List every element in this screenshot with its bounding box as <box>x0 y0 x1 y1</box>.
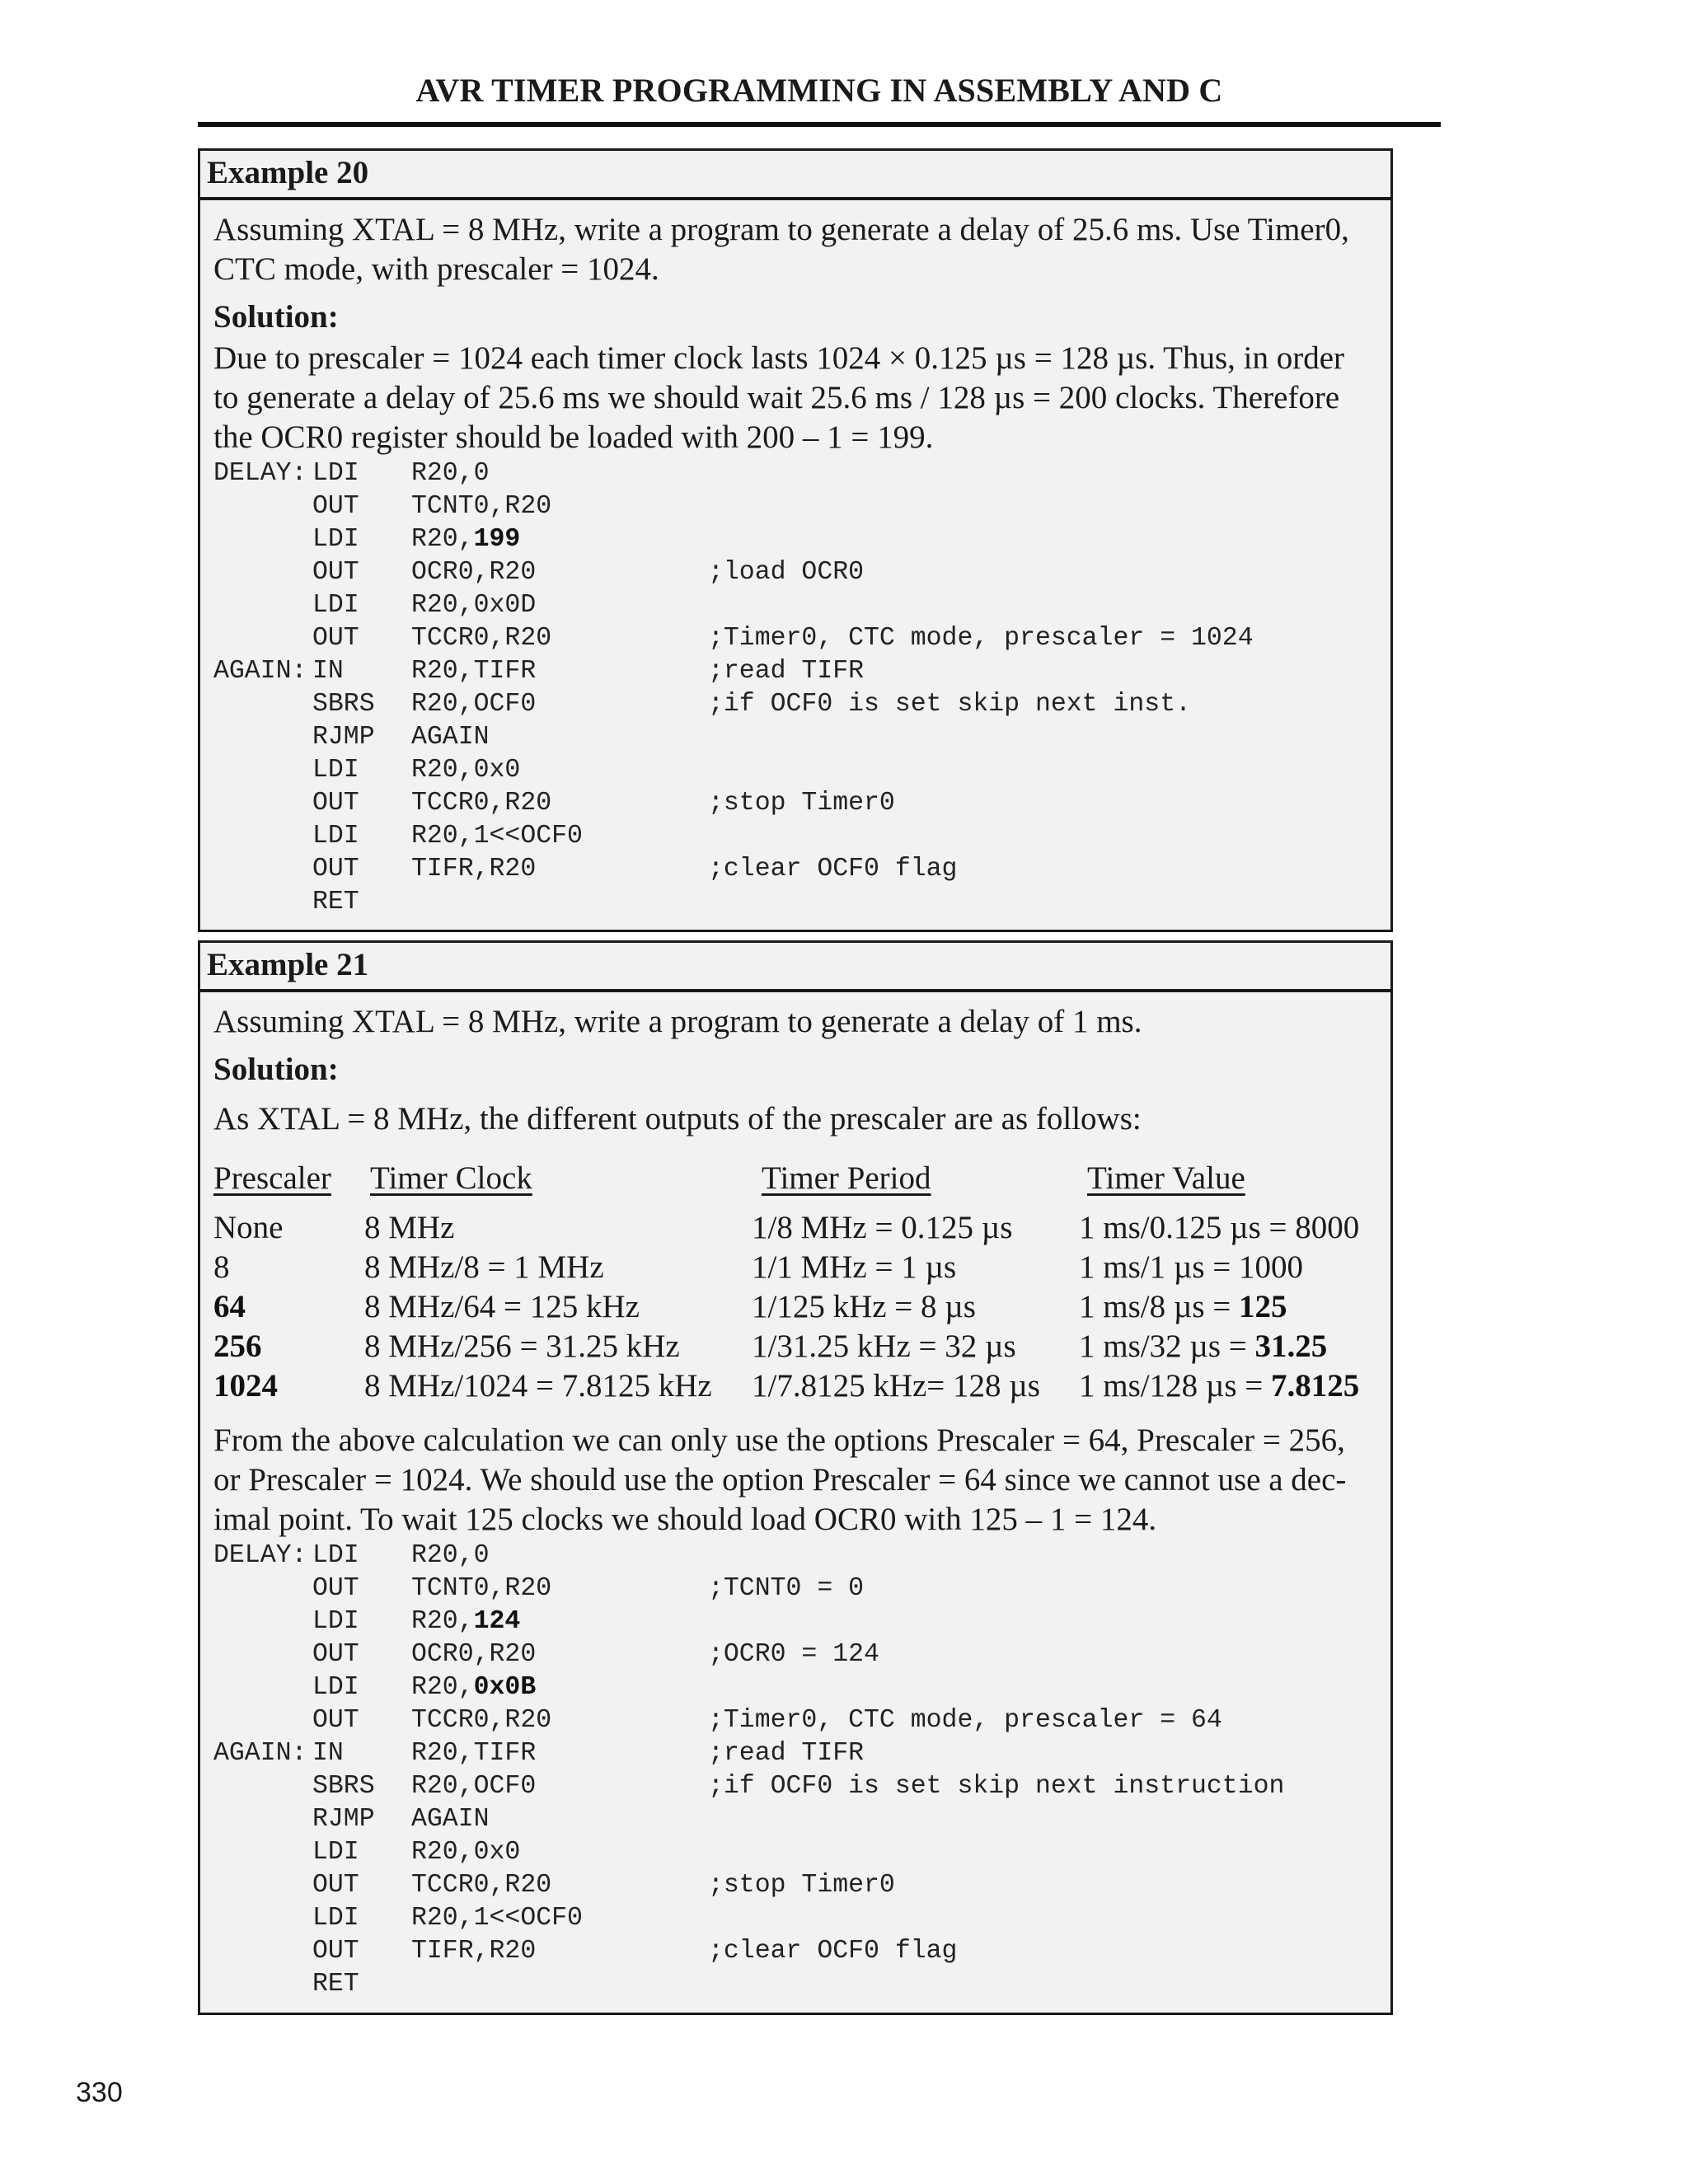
timer-value-result: 125 <box>1239 1289 1287 1324</box>
code-line <box>213 1836 1377 1869</box>
code-line <box>213 556 1377 589</box>
header-timer-period: Timer Period <box>762 1160 931 1196</box>
code-operand-text: R20, <box>411 1673 474 1702</box>
cell-timer-period: 1/8 MHz = 0.125 µs <box>752 1210 1013 1245</box>
cell-timer-period: 1/31.25 kHz = 32 µs <box>752 1329 1016 1364</box>
code-line <box>213 589 1377 622</box>
header-timer-value: Timer Value <box>1087 1160 1245 1196</box>
code-comment: ;read TIFR <box>708 657 865 686</box>
cell-prescaler: 64 <box>213 1289 246 1324</box>
code-operand: TCCR0,R20 <box>411 1871 552 1900</box>
code-operand: R20,0x0 <box>411 1838 521 1867</box>
code-line <box>213 1737 1377 1770</box>
code-line <box>213 622 1377 655</box>
code-operand: TIFR,R20 <box>411 855 537 883</box>
code-opcode: RET <box>312 1970 359 1999</box>
timer-value-expr: 1 ms/8 µs = <box>1079 1289 1239 1324</box>
timer-value-expr: 1 ms/1 µs = <box>1079 1249 1239 1285</box>
code-operand: TIFR,R20 <box>411 1937 537 1966</box>
code-opcode: OUT <box>312 624 359 653</box>
code-line <box>213 688 1377 721</box>
code-operand: TCCR0,R20 <box>411 624 552 653</box>
prescaler-table-body <box>213 1208 1377 1406</box>
timer-value-result: 1000 <box>1239 1249 1303 1285</box>
example-20-solution-label: Solution: <box>213 299 339 335</box>
code-line <box>213 721 1377 754</box>
code-line <box>213 1902 1377 1935</box>
cell-timer-value <box>1079 1208 1359 1248</box>
code-label: DELAY: <box>213 459 307 488</box>
code-operand: R20,0x0 <box>411 756 521 785</box>
timer-value-expr: 1 ms/0.125 µs = <box>1079 1210 1296 1245</box>
cell-prescaler: 256 <box>213 1329 262 1364</box>
cell-timer-value <box>1079 1366 1359 1406</box>
code-line <box>213 787 1377 820</box>
header-timer-clock: Timer Clock <box>370 1160 532 1196</box>
code-line <box>213 886 1377 919</box>
cell-timer-clock: 8 MHz/64 = 125 kHz <box>364 1289 640 1324</box>
code-label: AGAIN: <box>213 657 307 686</box>
code-operand: R20,OCF0 <box>411 1772 537 1801</box>
code-operand <box>411 523 520 556</box>
code-line <box>213 1605 1377 1638</box>
code-opcode: RJMP <box>312 723 375 752</box>
code-opcode: LDI <box>312 822 359 851</box>
example-20-question: Assuming XTAL = 8 MHz, write a program to generate a delay of 25.6 ms. Use Timer0, CTC mode, with prescaler = 1024. <box>213 212 1349 287</box>
code-operand: TCNT0,R20 <box>411 492 552 521</box>
code-opcode: OUT <box>312 855 359 883</box>
code-line <box>213 490 1377 523</box>
code-operand-text: R20, <box>411 1607 474 1636</box>
table-row <box>213 1248 1377 1287</box>
code-comment: ;if OCF0 is set skip next instruction <box>708 1772 1285 1801</box>
cell-timer-value <box>1079 1248 1303 1287</box>
code-opcode: OUT <box>312 1706 359 1735</box>
code-operand: R20,TIFR <box>411 657 537 686</box>
code-comment: ;stop Timer0 <box>708 789 895 818</box>
code-comment: ;TCNT0 = 0 <box>708 1574 865 1603</box>
code-opcode: LDI <box>312 1673 359 1702</box>
cell-timer-clock: 8 MHz/256 = 31.25 kHz <box>364 1329 680 1364</box>
code-line <box>213 1572 1377 1605</box>
example-20-explanation: Due to prescaler = 1024 each timer clock lasts 1024 × 0.125 µs = 128 µs. Thus, in order to generate a delay of 25.6 ms we should wait 25.6 ms / 128 µs = 200 clocks. Therefore the OCR0 register should be loaded with 200 – 1 = 199. <box>213 340 1345 455</box>
timer-value-expr: 1 ms/128 µs = <box>1079 1368 1271 1404</box>
code-line <box>213 1803 1377 1836</box>
code-opcode: LDI <box>312 756 359 785</box>
code-operand: TCCR0,R20 <box>411 789 552 818</box>
code-operand: R20,0 <box>411 459 490 488</box>
code-line <box>213 1935 1377 1968</box>
table-row <box>213 1208 1377 1248</box>
code-operand: AGAIN <box>411 1805 490 1834</box>
example-21-title: Example 21 <box>200 943 1390 992</box>
header-prescaler: Prescaler <box>213 1160 331 1196</box>
cell-timer-period: 1/1 MHz = 1 µs <box>752 1249 957 1285</box>
code-opcode: OUT <box>312 558 359 587</box>
example-21-question: Assuming XTAL = 8 MHz, write a program to generate a delay of 1 ms. <box>213 1004 1142 1039</box>
code-label: DELAY: <box>213 1541 307 1570</box>
code-opcode: RJMP <box>312 1805 375 1834</box>
code-operand-value: 199 <box>473 525 521 554</box>
code-line <box>213 1671 1377 1704</box>
example-21-code <box>213 1540 1377 2001</box>
timer-value-result: 7.8125 <box>1271 1368 1360 1404</box>
code-line <box>213 1869 1377 1902</box>
code-line <box>213 1638 1377 1671</box>
code-operand: OCR0,R20 <box>411 558 537 587</box>
example-20-code <box>213 457 1377 919</box>
code-line <box>213 754 1377 787</box>
code-line <box>213 1540 1377 1572</box>
code-line <box>213 655 1377 688</box>
code-opcode: OUT <box>312 789 359 818</box>
code-line <box>213 1968 1377 2001</box>
code-operand-value: 124 <box>473 1607 521 1636</box>
code-opcode: IN <box>312 1739 344 1768</box>
code-opcode: SBRS <box>312 1772 375 1801</box>
code-opcode: OUT <box>312 1640 359 1669</box>
code-operand <box>411 1605 520 1638</box>
code-operand: OCR0,R20 <box>411 1640 537 1669</box>
code-operand: TCCR0,R20 <box>411 1706 552 1735</box>
timer-value-expr: 1 ms/32 µs = <box>1079 1329 1255 1364</box>
example-20-title: Example 20 <box>200 151 1390 200</box>
code-opcode: LDI <box>312 1904 359 1933</box>
code-opcode: RET <box>312 888 359 916</box>
timer-value-result: 31.25 <box>1254 1329 1328 1364</box>
cell-timer-value <box>1079 1287 1287 1327</box>
running-head: AVR TIMER PROGRAMMING IN ASSEMBLY AND C <box>415 72 1223 109</box>
code-comment: ;OCR0 = 124 <box>708 1640 879 1669</box>
code-operand: R20,1<<OCF0 <box>411 1904 583 1933</box>
cell-timer-clock: 8 MHz/8 = 1 MHz <box>364 1249 604 1285</box>
code-operand: R20,0x0D <box>411 591 537 620</box>
table-row <box>213 1366 1377 1406</box>
cell-prescaler: 1024 <box>213 1368 278 1404</box>
page-number: 330 <box>76 2077 123 2108</box>
code-operand: R20,OCF0 <box>411 690 537 719</box>
cell-timer-clock: 8 MHz/1024 = 7.8125 kHz <box>364 1368 712 1404</box>
header-rule <box>198 122 1441 127</box>
code-opcode: LDI <box>312 1607 359 1636</box>
cell-timer-value <box>1079 1327 1327 1366</box>
code-opcode: SBRS <box>312 690 375 719</box>
code-opcode: IN <box>312 657 344 686</box>
code-opcode: LDI <box>312 1838 359 1867</box>
code-line <box>213 1770 1377 1803</box>
code-operand <box>411 1671 536 1704</box>
code-comment: ;if OCF0 is set skip next inst. <box>708 690 1191 719</box>
code-line <box>213 523 1377 556</box>
code-opcode: OUT <box>312 1937 359 1966</box>
code-comment: ;clear OCF0 flag <box>708 1937 958 1966</box>
table-row <box>213 1327 1377 1366</box>
example-21-conclusion: From the above calculation we can only use the options Prescaler = 64, Prescaler = 256, or Prescaler = 1024. We should use the option Prescaler = 64 since we cannot use a dec-imal point. To wait 125 clocks we should load OCR0 with 125 – 1 = 124. <box>213 1422 1347 1537</box>
code-opcode: OUT <box>312 1871 359 1900</box>
code-operand: R20,1<<OCF0 <box>411 822 583 851</box>
code-opcode: OUT <box>312 1574 359 1603</box>
example-20-box <box>198 148 1393 932</box>
code-line <box>213 457 1377 490</box>
code-opcode: LDI <box>312 1541 359 1570</box>
code-opcode: LDI <box>312 525 359 554</box>
code-label: AGAIN: <box>213 1739 307 1768</box>
example-21-body <box>200 992 1390 2001</box>
cell-prescaler: None <box>213 1210 284 1245</box>
code-comment: ;stop Timer0 <box>708 1871 895 1900</box>
cell-prescaler: 8 <box>213 1249 230 1285</box>
code-operand: TCNT0,R20 <box>411 1574 552 1603</box>
example-21-box <box>198 940 1393 2015</box>
code-line <box>213 853 1377 886</box>
code-comment: ;load OCR0 <box>708 558 865 587</box>
cell-timer-period: 1/7.8125 kHz= 128 µs <box>752 1368 1040 1404</box>
code-operand-text: R20, <box>411 525 474 554</box>
code-comment: ;Timer0, CTC mode, prescaler = 64 <box>708 1706 1222 1735</box>
code-opcode: OUT <box>312 492 359 521</box>
example-21-intro: As XTAL = 8 MHz, the different outputs of the prescaler are as follows: <box>213 1101 1142 1137</box>
code-line <box>213 820 1377 853</box>
code-comment: ;clear OCF0 flag <box>708 855 958 883</box>
code-comment: ;Timer0, CTC mode, prescaler = 1024 <box>708 624 1254 653</box>
timer-value-result: 8000 <box>1295 1210 1360 1245</box>
example-21-solution-label: Solution: <box>213 1052 339 1087</box>
code-opcode: LDI <box>312 591 359 620</box>
cell-timer-clock: 8 MHz <box>364 1210 455 1245</box>
table-row <box>213 1287 1377 1327</box>
code-operand: R20,0 <box>411 1541 490 1570</box>
code-operand: R20,TIFR <box>411 1739 537 1768</box>
code-operand: AGAIN <box>411 723 490 752</box>
code-opcode: LDI <box>312 459 359 488</box>
prescaler-table-header <box>213 1159 1377 1198</box>
code-operand-value: 0x0B <box>473 1673 537 1702</box>
example-20-body <box>200 200 1390 919</box>
code-line <box>213 1704 1377 1737</box>
cell-timer-period: 1/125 kHz = 8 µs <box>752 1289 976 1324</box>
code-comment: ;read TIFR <box>708 1739 865 1768</box>
